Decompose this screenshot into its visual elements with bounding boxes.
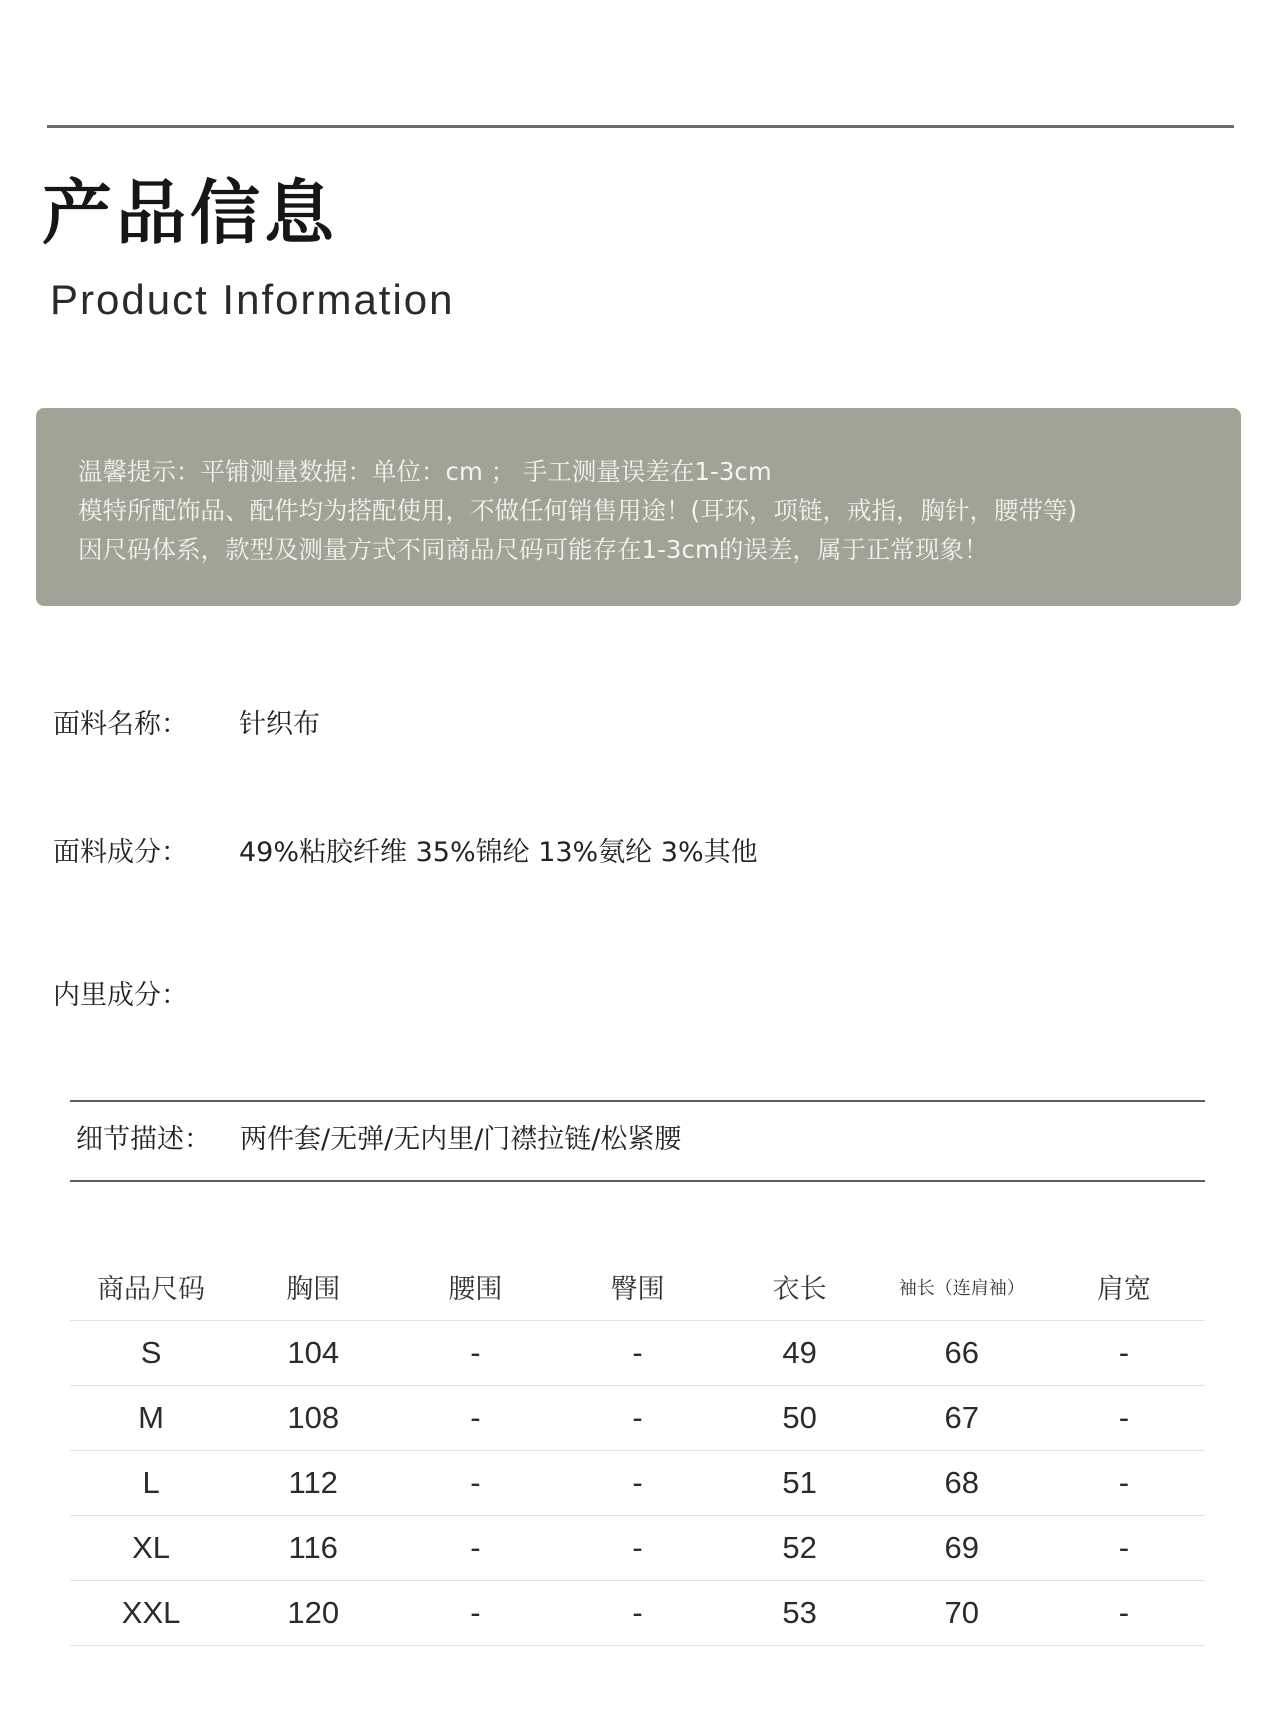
cell-waist: - bbox=[394, 1451, 556, 1516]
cell-shoulder: - bbox=[1043, 1516, 1205, 1581]
cell-shoulder: - bbox=[1043, 1321, 1205, 1386]
cell-hip: - bbox=[556, 1321, 718, 1386]
header-waist: 腰围 bbox=[394, 1253, 556, 1321]
page-subtitle: Product Information bbox=[50, 276, 455, 323]
fabric-name-label: 面料名称： bbox=[53, 709, 188, 740]
cell-size: XL bbox=[70, 1516, 232, 1581]
cell-sleeve: 69 bbox=[881, 1516, 1043, 1581]
cell-length: 50 bbox=[719, 1386, 881, 1451]
cell-sleeve: 67 bbox=[881, 1386, 1043, 1451]
table-row bbox=[70, 1516, 1205, 1581]
size-table bbox=[70, 1253, 1205, 1646]
table-row bbox=[70, 1581, 1205, 1646]
cell-hip: - bbox=[556, 1516, 718, 1581]
notice-line-measurement: 温馨提示：平铺测量数据：单位：cm ； 手工测量误差在1-3cm bbox=[78, 457, 772, 486]
cell-hip: - bbox=[556, 1451, 718, 1516]
table-row bbox=[70, 1451, 1205, 1516]
cell-length: 51 bbox=[719, 1451, 881, 1516]
table-row bbox=[70, 1386, 1205, 1451]
detail-top-divider bbox=[70, 1100, 1205, 1102]
header-hip: 臀围 bbox=[556, 1253, 718, 1321]
fabric-composition-label: 面料成分： bbox=[53, 837, 188, 868]
cell-waist: - bbox=[394, 1321, 556, 1386]
cell-size: M bbox=[70, 1386, 232, 1451]
detail-description-row bbox=[76, 1120, 681, 1160]
cell-length: 53 bbox=[719, 1581, 881, 1646]
top-divider bbox=[47, 125, 1234, 128]
lining-composition-row bbox=[53, 976, 239, 1016]
notice-box bbox=[36, 408, 1241, 606]
header-length: 衣长 bbox=[719, 1253, 881, 1321]
cell-sleeve: 70 bbox=[881, 1581, 1043, 1646]
header-shoulder: 肩宽 bbox=[1043, 1253, 1205, 1321]
cell-shoulder: - bbox=[1043, 1581, 1205, 1646]
cell-chest: 108 bbox=[232, 1386, 394, 1451]
cell-length: 49 bbox=[719, 1321, 881, 1386]
cell-hip: - bbox=[556, 1581, 718, 1646]
cell-shoulder: - bbox=[1043, 1386, 1205, 1451]
cell-length: 52 bbox=[719, 1516, 881, 1581]
fabric-name-row bbox=[53, 705, 320, 745]
cell-sleeve: 68 bbox=[881, 1451, 1043, 1516]
detail-description-value: 两件套/无弹/无内里/门襟拉链/松紧腰 bbox=[240, 1124, 682, 1155]
size-table-header-row bbox=[70, 1253, 1205, 1321]
cell-chest: 104 bbox=[232, 1321, 394, 1386]
cell-chest: 120 bbox=[232, 1581, 394, 1646]
cell-chest: 112 bbox=[232, 1451, 394, 1516]
table-row bbox=[70, 1321, 1205, 1386]
cell-waist: - bbox=[394, 1516, 556, 1581]
fabric-composition-value: 49%粘胶纤维 35%锦纶 13%氨纶 3%其他 bbox=[239, 837, 758, 868]
cell-chest: 116 bbox=[232, 1516, 394, 1581]
notice-line-accessories: 模特所配饰品、配件均为搭配使用，不做任何销售用途！(耳环，项链，戒指，胸针，腰带等) bbox=[78, 496, 1078, 525]
cell-waist: - bbox=[394, 1581, 556, 1646]
cell-waist: - bbox=[394, 1386, 556, 1451]
cell-size: S bbox=[70, 1321, 232, 1386]
fabric-name-value: 针织布 bbox=[239, 709, 320, 740]
notice-line-size-error: 因尺码体系，款型及测量方式不同商品尺码可能存在1-3cm的误差，属于正常现象！ bbox=[78, 535, 989, 564]
fabric-composition-row bbox=[53, 833, 758, 873]
header-sleeve: 袖长（连肩袖） bbox=[881, 1253, 1043, 1321]
detail-bottom-divider bbox=[70, 1180, 1205, 1182]
cell-size: XXL bbox=[70, 1581, 232, 1646]
detail-description-label: 细节描述： bbox=[76, 1124, 211, 1155]
cell-hip: - bbox=[556, 1386, 718, 1451]
lining-composition-label: 内里成分： bbox=[53, 980, 188, 1011]
cell-shoulder: - bbox=[1043, 1451, 1205, 1516]
header-chest: 胸围 bbox=[232, 1253, 394, 1321]
cell-sleeve: 66 bbox=[881, 1321, 1043, 1386]
header-size: 商品尺码 bbox=[70, 1253, 232, 1321]
cell-size: L bbox=[70, 1451, 232, 1516]
page-title: 产品信息 bbox=[42, 172, 338, 254]
